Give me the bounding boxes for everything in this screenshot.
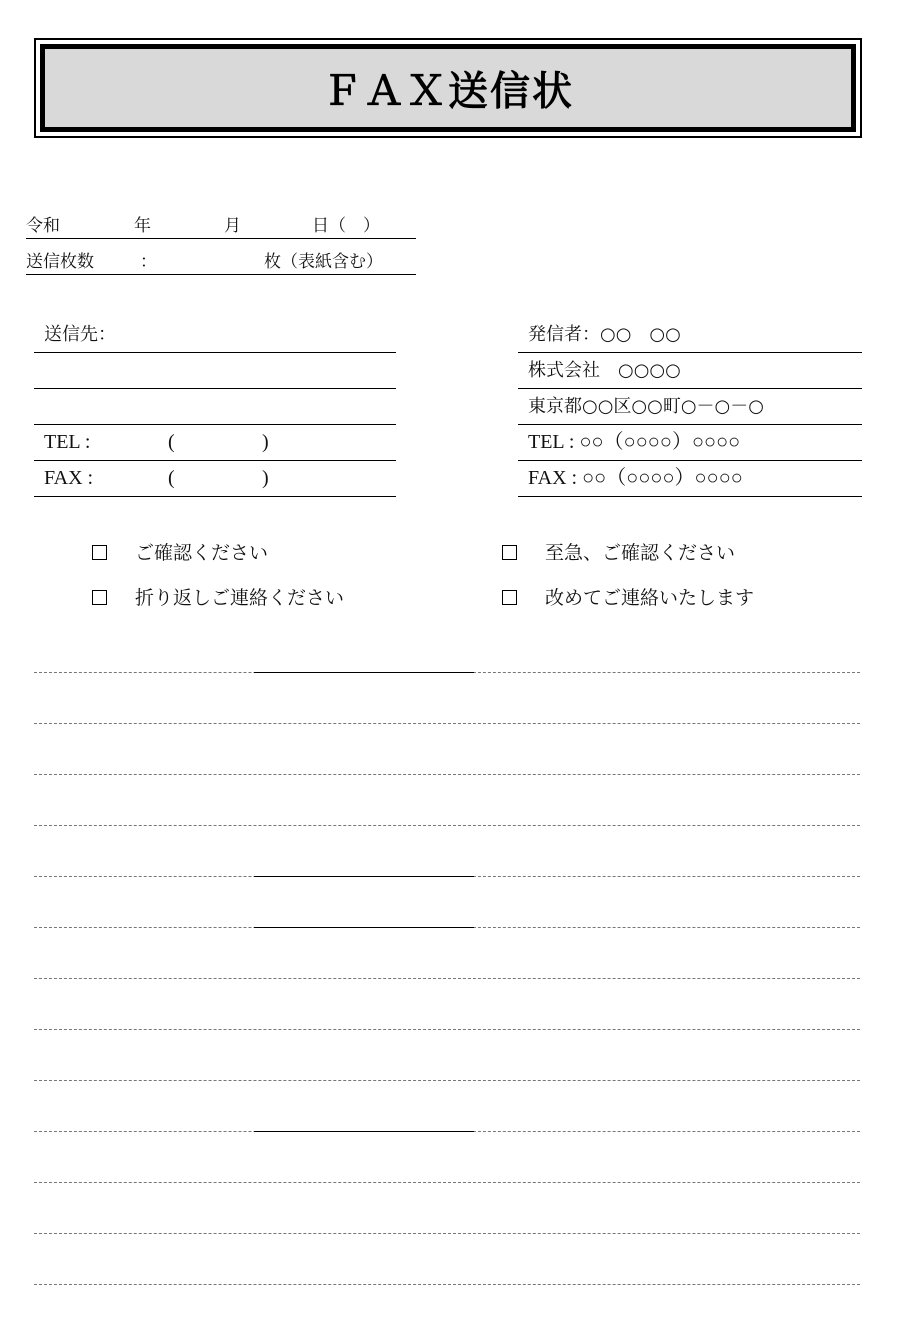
year-label: 年 [134, 216, 151, 236]
sender-name: 発信者：○○ ○○ [528, 324, 681, 345]
sender-address-row [518, 388, 862, 425]
checkbox-square-icon[interactable] [502, 590, 517, 605]
pages-line[interactable] [26, 252, 416, 275]
checkbox-square-icon[interactable] [92, 545, 107, 560]
message-line [34, 1233, 860, 1234]
recipient-name-row[interactable] [34, 316, 396, 353]
message-line [34, 876, 860, 877]
message-line [34, 1080, 860, 1081]
recipient-blank-row[interactable] [34, 388, 396, 425]
month-label: 月 [224, 216, 241, 236]
sender-address: 東京都○○区○○町○－○－○ [528, 396, 764, 417]
checkbox-label: 至急、ご確認ください [545, 542, 736, 564]
title-box [40, 44, 856, 132]
pages-colon: ： [140, 252, 157, 272]
message-line [34, 1284, 860, 1285]
message-line [34, 672, 860, 673]
recipient-tel-label: TEL : [44, 431, 91, 453]
fax-paren-open: ( [168, 467, 175, 489]
sender-company-row [518, 352, 862, 389]
day-label: 日（ ） [312, 216, 380, 236]
document-title: ＦＡＸ送信状 [322, 68, 574, 115]
message-line [34, 978, 860, 979]
title-frame [34, 38, 862, 138]
checkbox-square-icon[interactable] [502, 545, 517, 560]
pages-label: 送信枚数 [26, 252, 94, 272]
checkbox-label: 改めてご連絡いたします [545, 587, 755, 609]
sender-name-row [518, 316, 862, 353]
checkbox-confirm[interactable] [92, 538, 268, 565]
recipient-fax-label: FAX : [44, 467, 94, 489]
sender-fax: FAX : ○○（○○○○）○○○○ [528, 467, 743, 489]
date-line[interactable] [26, 216, 416, 239]
checkbox-square-icon[interactable] [92, 590, 107, 605]
message-line [34, 774, 860, 775]
checkbox-label: 折り返しご連絡ください [135, 587, 345, 609]
tel-paren-open: ( [168, 431, 175, 453]
checkbox-contact-later[interactable] [502, 583, 754, 610]
recipient-label: 送信先： [44, 324, 116, 345]
message-line [34, 1029, 860, 1030]
pages-suffix: 枚（表紙含む） [264, 252, 383, 272]
message-line [34, 927, 860, 928]
message-line [34, 1131, 860, 1132]
sender-company: 株式会社 ○○○○ [528, 360, 681, 381]
message-line [34, 825, 860, 826]
sender-tel-row [518, 424, 862, 461]
checkbox-label: ご確認ください [135, 542, 269, 564]
recipient-blank-row[interactable] [34, 352, 396, 389]
checkbox-call-back[interactable] [92, 583, 344, 610]
era-label: 令和 [26, 216, 60, 236]
tel-paren-close: ) [262, 431, 269, 453]
sender-tel: TEL : ○○（○○○○）○○○○ [528, 431, 741, 453]
recipient-tel-row[interactable] [34, 424, 396, 461]
recipient-fax-row[interactable] [34, 460, 396, 497]
fax-paren-close: ) [262, 467, 269, 489]
message-line [34, 1182, 860, 1183]
message-line [34, 723, 860, 724]
sender-fax-row [518, 460, 862, 497]
checkbox-urgent-confirm[interactable] [502, 538, 735, 565]
